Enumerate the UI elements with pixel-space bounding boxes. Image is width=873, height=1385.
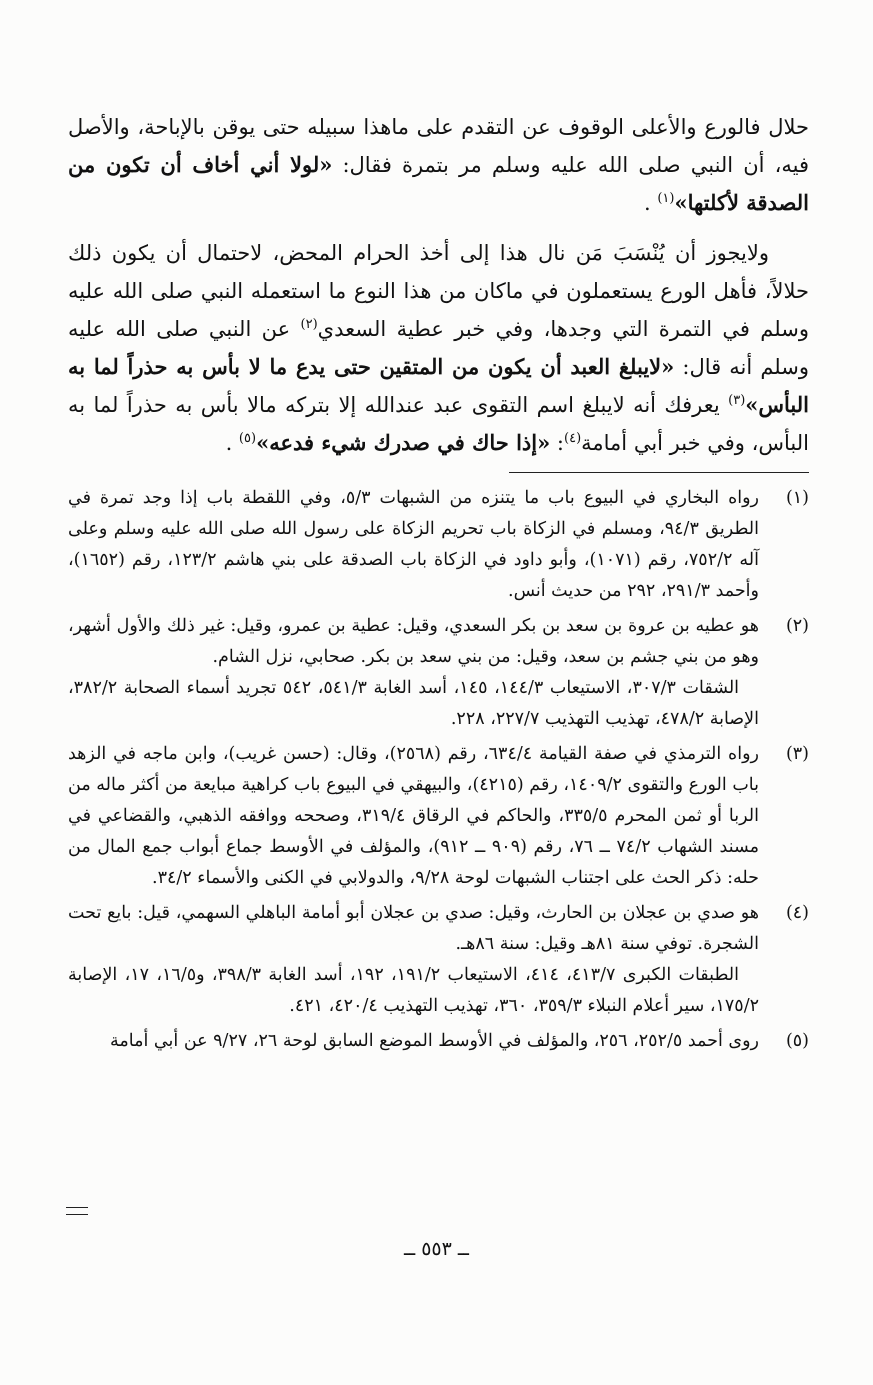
footnote-body <box>68 739 759 894</box>
continuation-mark <box>66 1207 88 1215</box>
footnote-body <box>68 1026 759 1057</box>
text-span: ولايجوز أن يُنْسَبَ مَن نال هذا إلى أخذ الحرام المحض، لاحتمال أن يكون ذلك حلالاً، فأهل الورع يستعملون في ماكان من هذا النوع ما استعمله النبي صلى الله عليه وسلم في التمرة التي وجدها، وفي خبر عطية السعدي <box>68 241 809 341</box>
page-number: ــ ٥٥٣ ــ <box>404 1238 469 1260</box>
main-text <box>68 108 809 462</box>
footnote <box>68 739 809 894</box>
footnote-line: رواه البخاري في البيوع باب ما يتنزه من الشبهات ٥/٣، وفي اللقطة باب إذا وجد تمرة في الطريق ٩٤/٣، ومسلم في الزكاة باب تحريم الزكاة على رسول الله صلى الله عليه وسلم وعلى آله ٧٥٢/٢، رقم (١٠٧١)، وأبو داود في الزكاة باب الصدقة على بني هاشم ١٢٣/٢، رقم (١٦٥٢)، وأحمد ٢٩١/٣، ٢٩٢ من حديث أنس. <box>68 488 759 601</box>
footnote-ref: (٥) <box>238 431 257 446</box>
footnote-line: رواه الترمذي في صفة القيامة ٦٣٤/٤، رقم (٢٥٦٨)، وقال: (حسن غريب)، وابن ماجه في الزهد باب الورع والتقوى ١٤٠٩/٢، رقم (٤٢١٥)، والبيهقي في البيوع باب كراهية مبايعة من أكثر ماله من الربا أو ثمن المحرم ٣٣٥/٥، والحاكم في الرقاق ٣١٩/٤، وصححه ووافقه الذهبي، والقضاعي في مسند الشهاب ٧٤/٢ ــ ٧٦، رقم (٩٠٩ ــ ٩١٢)، والمؤلف في الأوسط جماع أبواب جمع المال من حله: ذكر الحث على اجتناب الشبهات لوحة ٩/٢٨، والدولابي في الكنى والأسماء ٣٤/٢. <box>68 744 759 888</box>
footnotes-section <box>68 483 809 1057</box>
footnote-separator <box>509 472 809 473</box>
footnote-number: (٥) <box>785 1031 809 1051</box>
footnote <box>68 611 809 735</box>
footnote-line: الطبقات الكبرى ٤١٣/٧، ٤١٤، الاستيعاب ١٩١/٢، ١٩٢، أسد الغابة ٣٩٨/٣، و١٦/٥، ١٧، الإصابة ١٧٥/٢، سير أعلام النبلاء ٣٥٩/٣، ٣٦٠، تهذيب التهذيب ٤٢٠/٤، ٤٢١. <box>68 965 759 1016</box>
text-span: : <box>550 431 565 455</box>
footnote <box>68 483 809 607</box>
text-span: . <box>643 191 658 215</box>
footnote-number: (٣) <box>785 744 809 764</box>
quote-text: «إذا حاك في صدرك شيء فدعه» <box>256 430 551 455</box>
text-span: حلال فالورع والأعلى الوقوف عن التقدم على ماهذا سبيله حتى يوقن بالإباحة، والأصل فيه، أن النبي صلى الله عليه وسلم مر بتمرة فقال: <box>68 115 809 177</box>
footnote-line: هو صدي بن عجلان بن الحارث، وقيل: صدي بن عجلان أبو أمامة الباهلي السهمي، قيل: بايع تحت الشجرة. توفي سنة ٨١هـ وقيل: سنة ٨٦هـ. <box>68 903 759 954</box>
quote-text: «لولا أني أخاف أن تكون من الصدقة لأكلتها» <box>68 152 809 215</box>
text-span: عن النبي صلى الله عليه وسلم أنه قال: <box>68 317 810 379</box>
text-span: يعرفك أنه لايبلغ اسم التقوى عبد عندالله إلا بتركه مالا بأس به حذراً لما به البأس، وفي خبر أبي أمامة <box>68 393 809 455</box>
footnote-body <box>68 898 759 1022</box>
footnote-number: (٤) <box>785 903 809 923</box>
footnote-ref: (٣) <box>728 393 746 408</box>
quote-text: «لايبلغ العبد أن يكون من المتقين حتى يدع ما لا بأس به حذراً لما به البأس» <box>68 354 809 417</box>
footnote-line: روى أحمد ٢٥٢/٥، ٢٥٦، والمؤلف في الأوسط الموضع السابق لوحة ٢٦، ٩/٢٧ عن أبي أمامة <box>110 1031 759 1051</box>
paragraph <box>68 234 809 462</box>
footnote-number: (٢) <box>785 616 809 636</box>
footnote-body <box>68 611 759 735</box>
footnote-line: هو عطيه بن عروة بن سعد بن بكر السعدي، وقيل: عطية بن عمرو، وقيل: غير ذلك والأول أشهر، وهو من بني جشم بن سعد، وقيل: من بني سعد بن بكر. صحابي، نزل الشام. <box>68 616 759 667</box>
footnote <box>68 1026 809 1057</box>
footnote-ref: (١) <box>657 191 675 206</box>
footnote-ref: (٢) <box>300 317 318 332</box>
paragraph <box>68 108 809 222</box>
footnote-ref: (٤) <box>564 431 582 446</box>
text-span: . <box>225 431 239 455</box>
footnote-body <box>68 483 759 607</box>
footnote-number: (١) <box>785 488 809 508</box>
footnote-line: الشقات ٣٠٧/٣، الاستيعاب ١٤٤/٣، ١٤٥، أسد الغابة ٥٤١/٣، ٥٤٢ تجريد أسماء الصحابة ٣٨٢/٢، الإصابة ٤٧٨/٢، تهذيب التهذيب ٢٢٧/٧، ٢٢٨. <box>68 678 759 729</box>
footnote <box>68 898 809 1022</box>
